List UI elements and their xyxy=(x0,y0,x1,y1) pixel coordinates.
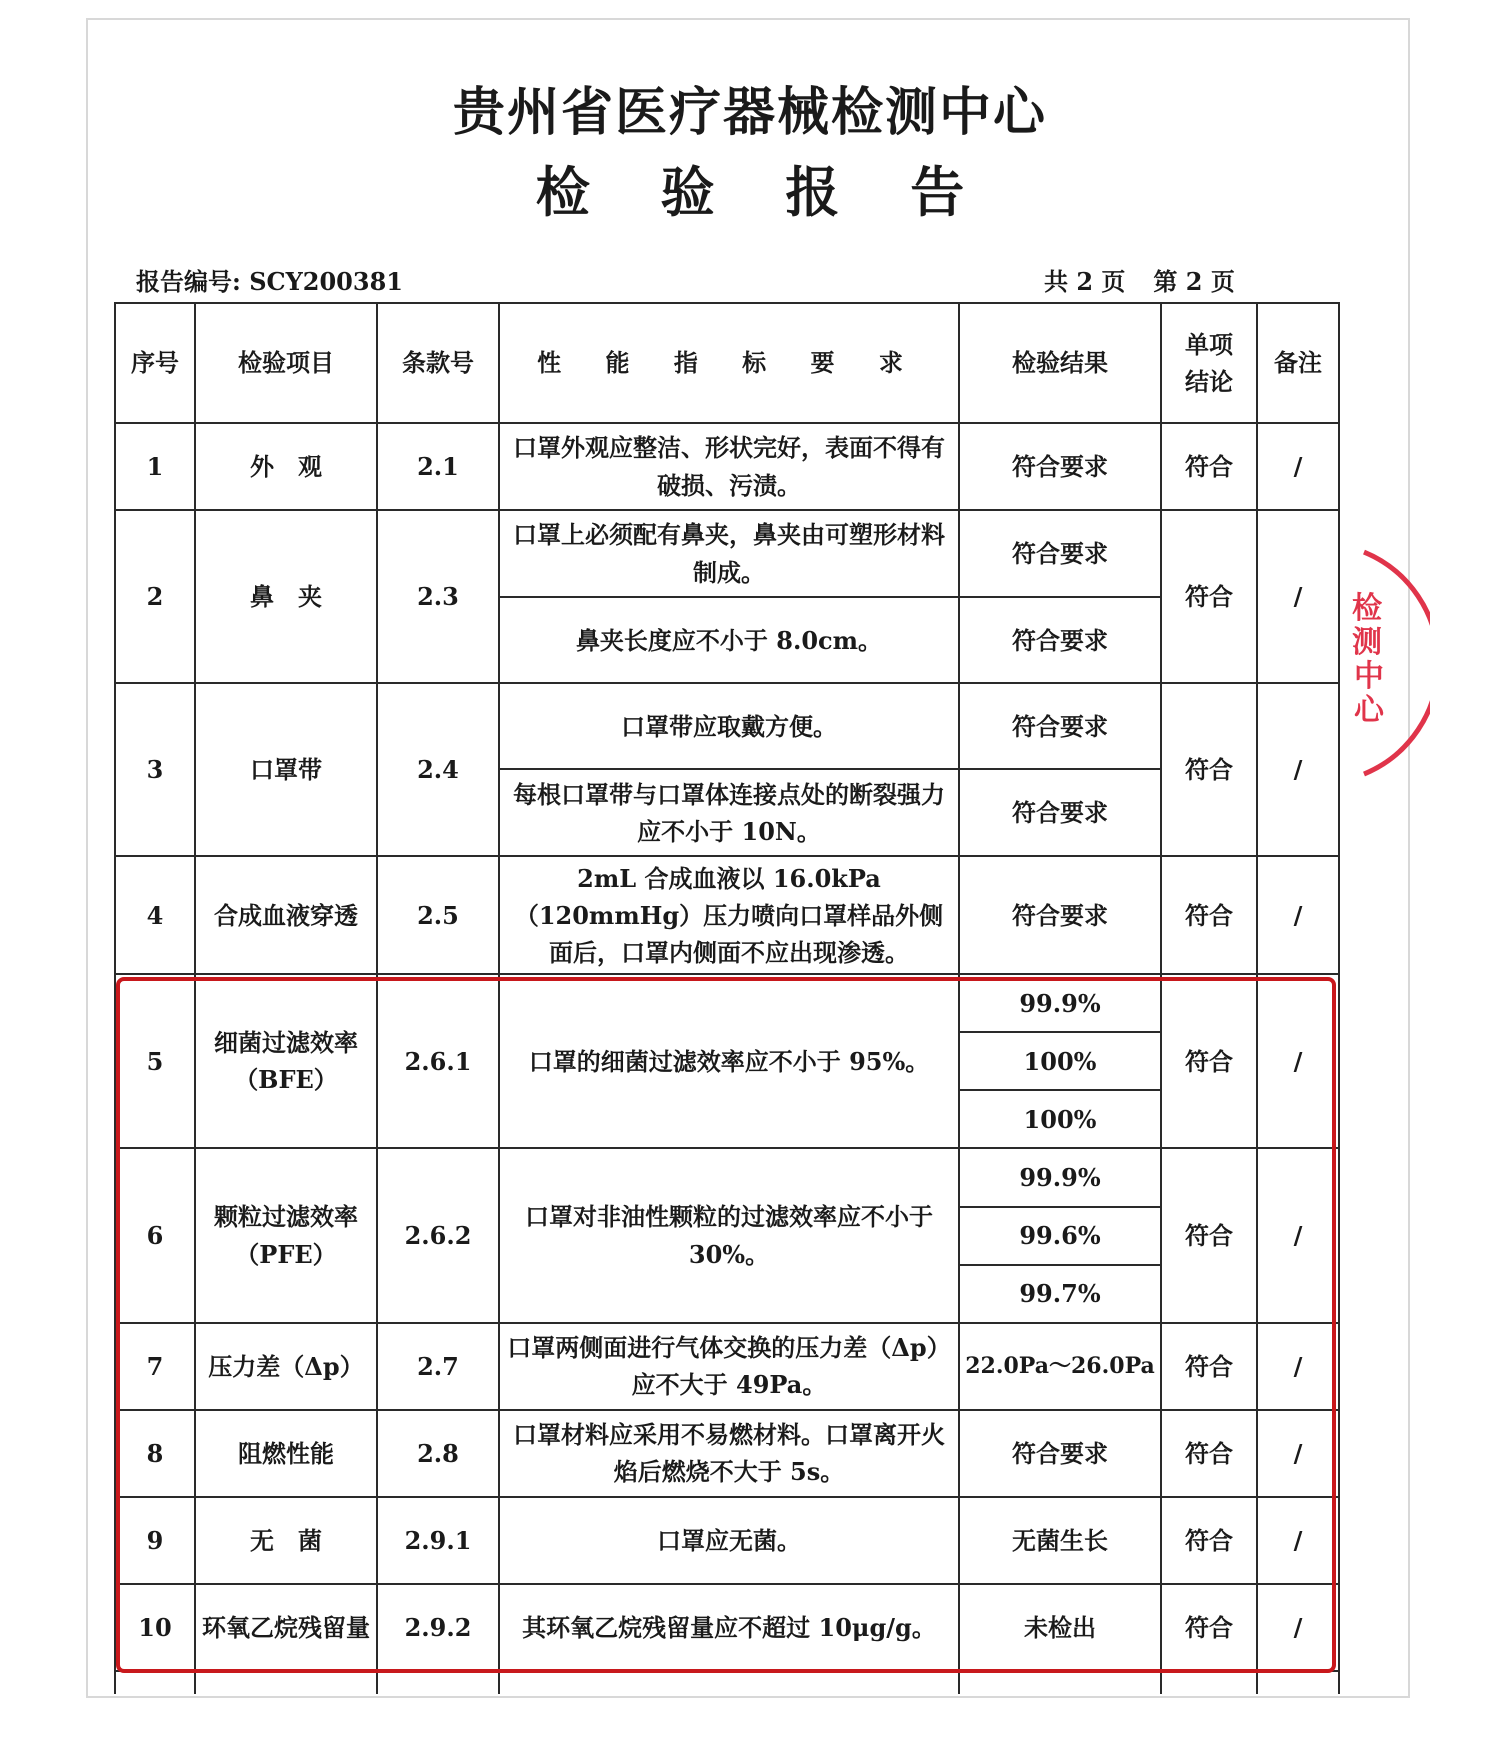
col-header-remark: 备注 xyxy=(1257,303,1339,423)
row-no: 10 xyxy=(115,1584,195,1671)
table-header-row xyxy=(115,303,1339,423)
row-requirement: 口罩对非油性颗粒的过滤效率应不小于 30%。 xyxy=(499,1148,959,1322)
row-item: 阻燃性能 xyxy=(195,1410,377,1497)
row-result: 符合要求 xyxy=(959,597,1161,683)
row-conclusion: 符合 xyxy=(1161,683,1257,856)
row-item: 合成血液穿透 xyxy=(195,856,377,974)
row-remark: / xyxy=(1257,1410,1339,1497)
table-row xyxy=(115,974,1339,1032)
row-requirement: 口罩上必须配有鼻夹，鼻夹由可塑形材料制成。 xyxy=(499,510,959,597)
table-continuation-row xyxy=(115,1671,1339,1694)
row-requirement: 鼻夹长度应不小于 8.0cm。 xyxy=(499,597,959,683)
row-clause: 2.4 xyxy=(377,683,499,856)
row-requirement: 口罩两侧面进行气体交换的压力差（Δp）应不大于 49Pa。 xyxy=(499,1323,959,1410)
report-number xyxy=(136,262,403,297)
row-result: 符合要求 xyxy=(959,423,1161,510)
row-conclusion: 符合 xyxy=(1161,1584,1257,1671)
svg-text:心: 心 xyxy=(1354,693,1384,728)
svg-text:检: 检 xyxy=(1352,591,1382,626)
row-requirement: 每根口罩带与口罩体连接点处的断裂强力应不小于 10N。 xyxy=(499,769,959,856)
row-clause: 2.6.2 xyxy=(377,1148,499,1322)
row-remark: / xyxy=(1257,1497,1339,1584)
row-no: 9 xyxy=(115,1497,195,1584)
row-no: 3 xyxy=(115,683,195,856)
table-row xyxy=(115,1497,1339,1584)
row-requirement: 口罩外观应整洁、形状完好，表面不得有破损、污渍。 xyxy=(499,423,959,510)
row-requirement: 口罩应无菌。 xyxy=(499,1497,959,1584)
inspection-table xyxy=(114,302,1340,1694)
row-conclusion: 符合 xyxy=(1161,1497,1257,1584)
table-row xyxy=(115,1410,1339,1497)
row-clause: 2.7 xyxy=(377,1323,499,1410)
col-header-item: 检验项目 xyxy=(195,303,377,423)
row-clause: 2.1 xyxy=(377,423,499,510)
row-remark: / xyxy=(1257,1148,1339,1322)
row-no: 7 xyxy=(115,1323,195,1410)
row-remark: / xyxy=(1257,510,1339,683)
row-result: 符合要求 xyxy=(959,1410,1161,1497)
row-item: 压力差（Δp） xyxy=(195,1323,377,1410)
row-clause: 2.3 xyxy=(377,510,499,683)
table-row xyxy=(115,683,1339,769)
row-item: 外 观 xyxy=(195,423,377,510)
row-result: 99.9% xyxy=(959,974,1161,1032)
org-title: 贵州省医疗器械检测中心 xyxy=(452,82,1047,143)
row-item: 口罩带 xyxy=(195,683,377,856)
row-result: 无菌生长 xyxy=(959,1497,1161,1584)
row-requirement: 口罩带应取戴方便。 xyxy=(499,683,959,769)
row-result: 符合要求 xyxy=(959,856,1161,974)
row-requirement: 2mL 合成血液以 16.0kPa（120mmHg）压力喷向口罩样品外侧面后，口罩内侧面不应出现渗透。 xyxy=(499,856,959,974)
table-row xyxy=(115,1323,1339,1410)
row-result: 22.0Pa～26.0Pa xyxy=(959,1323,1161,1410)
row-conclusion: 符合 xyxy=(1161,856,1257,974)
row-no: 2 xyxy=(115,510,195,683)
col-header-clause: 条款号 xyxy=(377,303,499,423)
row-result: 100% xyxy=(959,1090,1161,1148)
row-conclusion: 符合 xyxy=(1161,1323,1257,1410)
row-requirement: 口罩的细菌过滤效率应不小于 95%。 xyxy=(499,974,959,1148)
col-header-requirement: 性 能 指 标 要 求 xyxy=(499,303,959,423)
table-row xyxy=(115,1148,1339,1206)
row-conclusion: 符合 xyxy=(1161,1148,1257,1322)
row-no: 6 xyxy=(115,1148,195,1322)
row-remark: / xyxy=(1257,974,1339,1148)
row-item: 颗粒过滤效率（PFE） xyxy=(195,1148,377,1322)
row-remark: / xyxy=(1257,1323,1339,1410)
row-result: 符合要求 xyxy=(959,510,1161,597)
row-remark: / xyxy=(1257,1584,1339,1671)
row-clause: 2.8 xyxy=(377,1410,499,1497)
row-requirement: 其环氧乙烷残留量应不超过 10μg/g。 xyxy=(499,1584,959,1671)
row-result: 99.6% xyxy=(959,1207,1161,1265)
row-clause: 2.9.2 xyxy=(377,1584,499,1671)
row-result: 99.9% xyxy=(959,1148,1161,1206)
row-clause: 2.6.1 xyxy=(377,974,499,1148)
table-row xyxy=(115,510,1339,597)
document-title: 检 验 报 告 xyxy=(535,160,991,224)
row-clause: 2.5 xyxy=(377,856,499,974)
row-remark: / xyxy=(1257,423,1339,510)
row-result: 100% xyxy=(959,1032,1161,1090)
row-remark: / xyxy=(1257,856,1339,974)
row-no: 8 xyxy=(115,1410,195,1497)
official-seal-stamp xyxy=(1344,548,1430,778)
row-result: 符合要求 xyxy=(959,683,1161,769)
row-conclusion: 符合 xyxy=(1161,1410,1257,1497)
row-no: 4 xyxy=(115,856,195,974)
row-item: 无 菌 xyxy=(195,1497,377,1584)
row-requirement: 口罩材料应采用不易燃材料。口罩离开火焰后燃烧不大于 5s。 xyxy=(499,1410,959,1497)
row-conclusion: 符合 xyxy=(1161,510,1257,683)
col-header-no: 序号 xyxy=(115,303,195,423)
svg-text:中: 中 xyxy=(1354,659,1384,694)
row-result: 符合要求 xyxy=(959,769,1161,856)
total-pages: 共 2 页 xyxy=(1044,267,1126,296)
report-number-value: SCY200381 xyxy=(249,267,403,296)
table-row xyxy=(115,1584,1339,1671)
row-item: 环氧乙烷残留量 xyxy=(195,1584,377,1671)
report-number-label: 报告编号: xyxy=(136,267,241,296)
page-indicator xyxy=(1044,262,1235,297)
current-page: 第 2 页 xyxy=(1153,267,1235,296)
table-row xyxy=(115,856,1339,974)
svg-text:测: 测 xyxy=(1352,625,1382,660)
row-remark: / xyxy=(1257,683,1339,856)
col-header-conclusion: 单项结论 xyxy=(1161,303,1257,423)
row-no: 1 xyxy=(115,423,195,510)
row-conclusion: 符合 xyxy=(1161,974,1257,1148)
row-no: 5 xyxy=(115,974,195,1148)
col-header-result: 检验结果 xyxy=(959,303,1161,423)
table-row xyxy=(115,423,1339,510)
row-result: 未检出 xyxy=(959,1584,1161,1671)
row-item: 细菌过滤效率（BFE） xyxy=(195,974,377,1148)
row-item: 鼻 夹 xyxy=(195,510,377,683)
row-result: 99.7% xyxy=(959,1265,1161,1323)
row-clause: 2.9.1 xyxy=(377,1497,499,1584)
row-conclusion: 符合 xyxy=(1161,423,1257,510)
